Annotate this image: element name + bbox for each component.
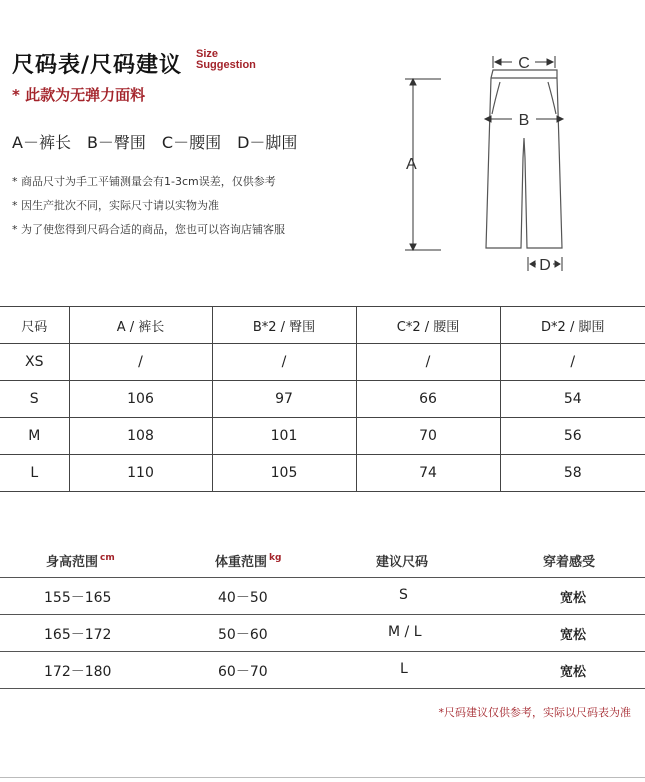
table-cell: 54 [500, 381, 645, 418]
header-waist: C*2 / 腰围 [356, 307, 500, 344]
list-item [0, 652, 645, 688]
tip-2: * 因生产批次不同，实际尺寸请以实物为准 [12, 199, 219, 212]
rec-header-fit: 穿着感受 [543, 555, 596, 570]
bottom-divider [0, 777, 645, 778]
rec-header-height-label: 身高范围 [46, 555, 99, 570]
table-cell: 58 [500, 455, 645, 492]
size-chart-table [0, 306, 645, 492]
rec-header-weight [215, 551, 281, 570]
table-cell: M [0, 418, 69, 455]
rec-weight: 40－50 [218, 590, 268, 606]
dimension-d-label: D [539, 257, 551, 274]
pants-measurement-diagram [395, 48, 595, 278]
dimension-a-label: A [406, 156, 417, 173]
header-hem: D*2 / 脚围 [500, 307, 645, 344]
fabric-note: * 此款为无弹力面料 [12, 86, 146, 104]
table-cell: / [500, 344, 645, 381]
list-item [0, 615, 645, 651]
rec-size: L [400, 661, 408, 677]
rec-height: 172－180 [44, 664, 112, 680]
table-cell: 110 [69, 455, 212, 492]
rec-fit: 宽松 [560, 591, 587, 606]
table-cell: 106 [69, 381, 212, 418]
title-english [196, 49, 256, 71]
table-cell: 74 [356, 455, 500, 492]
rec-height: 155－165 [44, 590, 112, 606]
table-row [0, 418, 645, 455]
page-title: 尺码表/尺码建议 [12, 53, 183, 78]
rec-header-size: 建议尺码 [376, 555, 429, 570]
header-hip: B*2 / 臀围 [212, 307, 356, 344]
rec-header-weight-label: 体重范围 [215, 555, 268, 570]
table-cell: 101 [212, 418, 356, 455]
table-row [0, 455, 645, 492]
footer-note: *尺码建议仅供参考，实际以尺码表为准 [438, 706, 631, 719]
table-cell: 66 [356, 381, 500, 418]
table-cell: XS [0, 344, 69, 381]
table-cell: L [0, 455, 69, 492]
table-row [0, 381, 645, 418]
rec-weight: 50－60 [218, 627, 268, 643]
rec-header-weight-unit: kg [269, 553, 282, 563]
rec-divider [0, 688, 645, 689]
table-cell: / [356, 344, 500, 381]
title-english-line2: Suggestion [196, 59, 256, 71]
rec-size: M / L [388, 624, 422, 640]
dimension-c-label: C [518, 55, 530, 72]
pants-outline-icon [486, 70, 562, 248]
rec-weight: 60－70 [218, 664, 268, 680]
list-item [0, 578, 645, 614]
table-cell: 105 [212, 455, 356, 492]
rec-header-height-unit: cm [100, 553, 115, 563]
header-length: A / 裤长 [69, 307, 212, 344]
size-table-header [0, 307, 645, 344]
rec-size: S [399, 587, 408, 603]
table-cell: / [69, 344, 212, 381]
tip-3: * 为了使您得到尺码合适的商品，您也可以咨询店铺客服 [12, 223, 285, 236]
rec-height: 165－172 [44, 627, 112, 643]
dimension-b-label: B [518, 112, 530, 129]
header-size: 尺码 [0, 307, 69, 344]
table-cell: 56 [500, 418, 645, 455]
table-cell: 70 [356, 418, 500, 455]
rec-fit: 宽松 [560, 665, 587, 680]
rec-fit: 宽松 [560, 628, 587, 643]
table-row [0, 344, 645, 381]
rec-header-height [46, 551, 115, 570]
table-cell: / [212, 344, 356, 381]
recommendation-header [0, 551, 645, 577]
table-cell: 97 [212, 381, 356, 418]
tip-1: * 商品尺寸为手工平铺测量会有1-3cm误差，仅供参考 [12, 175, 276, 188]
measurement-legend: A－裤长 B－臀围 C－腰围 D－脚围 [12, 133, 298, 152]
table-cell: S [0, 381, 69, 418]
title-english-line1: Size [196, 48, 219, 60]
table-cell: 108 [69, 418, 212, 455]
